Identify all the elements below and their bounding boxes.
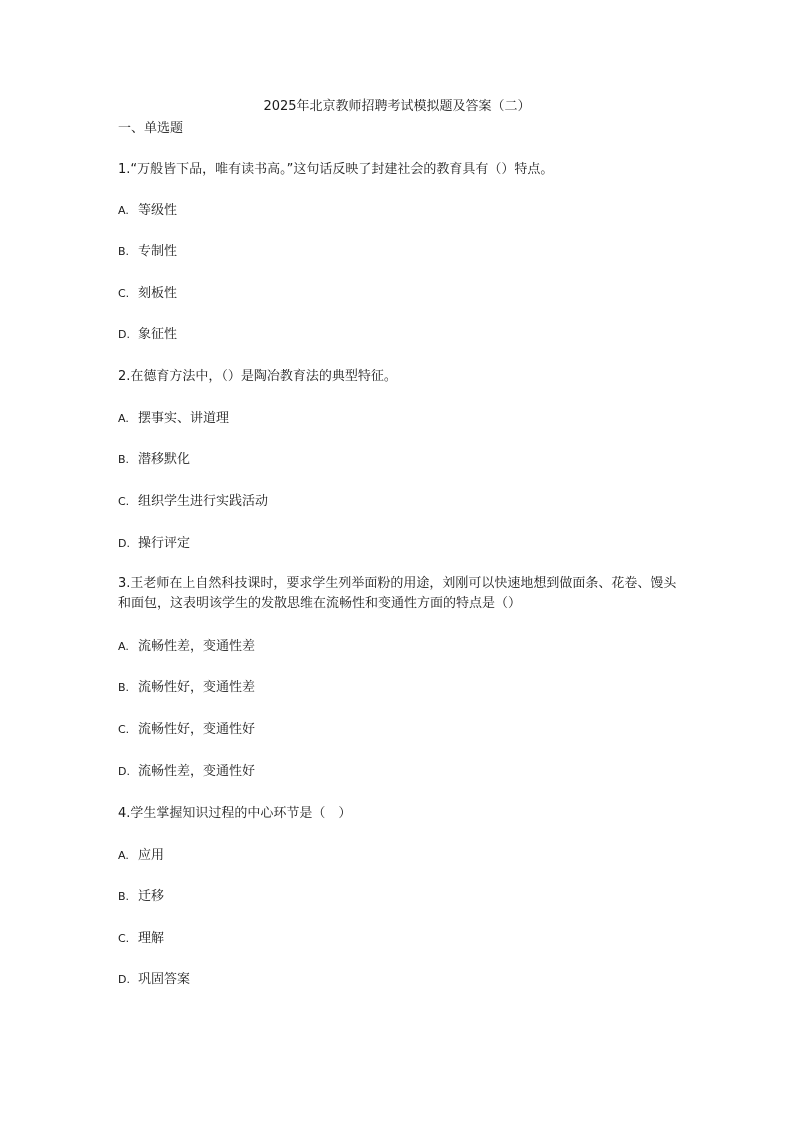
option-text: 象征性 [138, 327, 178, 342]
option-letter: A. [118, 204, 129, 217]
question-stem: 3.王老师在上自然科技课时，要求学生列举面粉的用途，刘刚可以快速地想到做面条、花卷、馒头和面包，这表明该学生的发散思维在流畅性和变通性方面的特点是（） [118, 576, 677, 611]
option-letter: A. [118, 412, 129, 425]
option-text: 专制性 [138, 244, 178, 259]
option-a [118, 847, 164, 865]
option-text: 流畅性好，变通性好 [138, 722, 256, 737]
question-stem: 4.学生掌握知识过程的中心环节是（ ） [118, 806, 352, 821]
option-text: 刻板性 [138, 286, 178, 301]
option-text: 迁移 [138, 889, 165, 904]
option-a [118, 638, 255, 656]
option-d [118, 971, 190, 989]
option-text: 理解 [138, 931, 165, 946]
option-c [118, 493, 268, 511]
option-letter: D. [118, 537, 130, 550]
option-c [118, 721, 255, 739]
option-text: 操行评定 [138, 536, 191, 551]
option-text: 等级性 [138, 203, 178, 218]
option-a [118, 410, 229, 428]
option-text: 摆事实、讲道理 [138, 411, 230, 426]
option-letter: C. [118, 932, 130, 945]
option-letter: D. [118, 973, 130, 986]
option-letter: C. [118, 723, 130, 736]
option-text: 潜移默化 [138, 452, 191, 467]
option-b [118, 243, 177, 261]
option-letter: B. [118, 681, 130, 694]
option-text: 应用 [138, 848, 165, 863]
option-letter: C. [118, 287, 130, 300]
option-letter: C. [118, 495, 130, 508]
option-letter: A. [118, 640, 129, 653]
question-stem: 1.“万般皆下品，唯有读书高。”这句话反映了封建社会的教育具有（）特点。 [118, 162, 554, 177]
option-d [118, 326, 177, 344]
option-d [118, 535, 190, 553]
option-text: 组织学生进行实践活动 [138, 494, 269, 509]
option-c [118, 930, 164, 948]
option-letter: B. [118, 453, 130, 466]
option-c [118, 285, 177, 303]
option-d [118, 763, 255, 781]
option-letter: B. [118, 245, 130, 258]
option-letter: D. [118, 765, 130, 778]
option-letter: A. [118, 849, 129, 862]
option-b [118, 679, 255, 697]
section-heading: 一、单选题 [118, 121, 184, 136]
option-b [118, 451, 190, 469]
option-b [118, 888, 164, 906]
option-text: 流畅性好，变通性差 [138, 680, 256, 695]
option-a [118, 202, 177, 220]
option-text: 流畅性差，变通性好 [138, 764, 256, 779]
document-title: 2025年北京教师招聘考试模拟题及答案（二） [263, 99, 531, 114]
option-text: 流畅性差，变通性差 [138, 639, 256, 654]
option-letter: D. [118, 328, 130, 341]
question-stem: 2.在德育方法中，（）是陶冶教育法的典型特征。 [118, 369, 397, 384]
option-letter: B. [118, 890, 130, 903]
option-text: 巩固答案 [138, 972, 191, 987]
